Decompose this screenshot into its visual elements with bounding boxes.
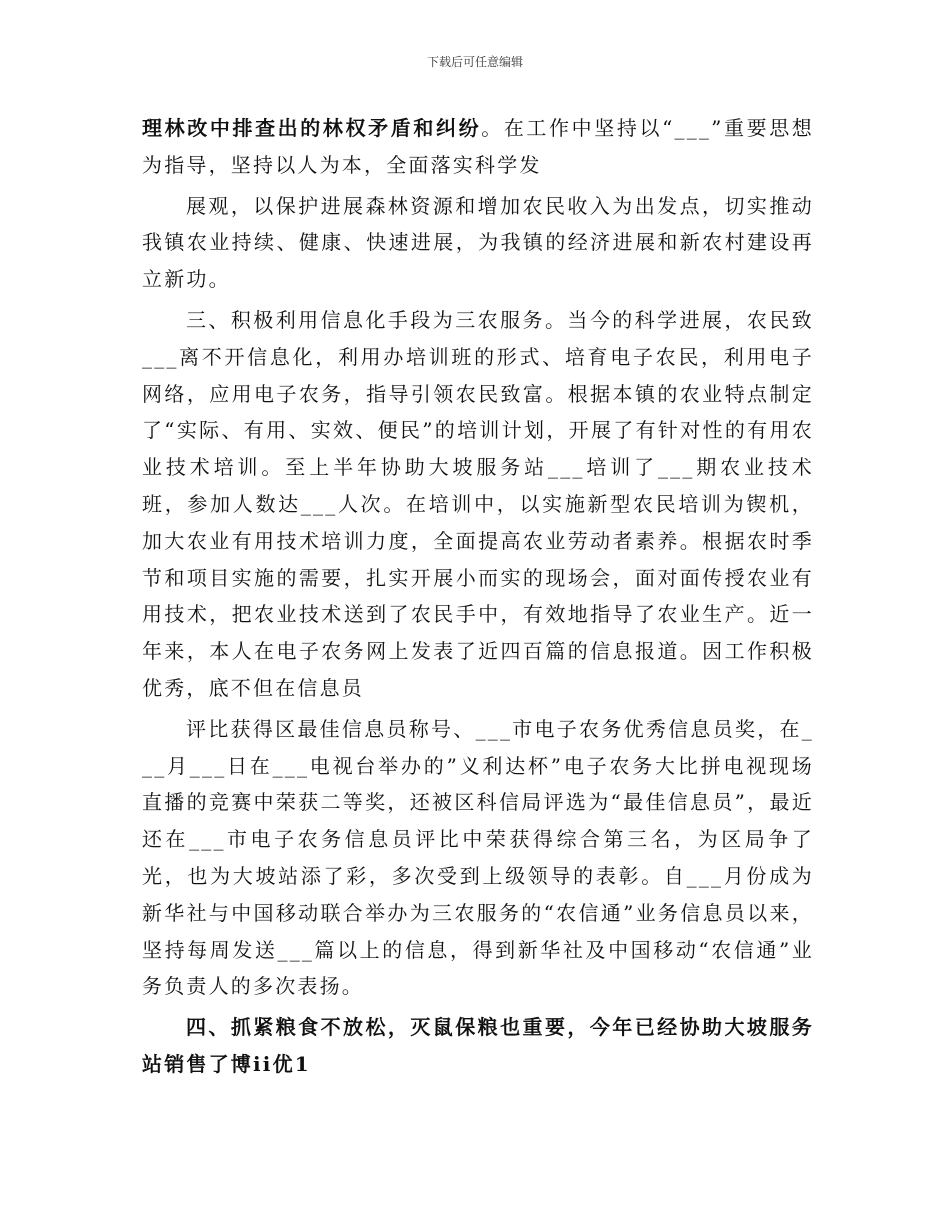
- paragraph-4: 评比获得区最佳信息员称号、___市电子农务优秀信息员奖，在___月___日在___电视台举办的”义利达杯”电子农务大比拼电视现场直播的竞赛中荣获二等奖，还被区科信局评选为“最佳信息员”，最近还在___市电子农务信息员评比中荣获得综合第三名，为区局争了光，也为大坡站添了彩，多次受到上级领导的表彰。自___月份成为新华社与中国移动联合举办为三农服务的“农信通”业务信息员以来，坚持每周发送___篇以上的信息，得到新华社及中国移动“农信通”业务负责人的多次表扬。: [142, 716, 814, 999]
- paragraph-1-text: 。在工作中坚持以“___”重要思想为指导，坚持以人为本，全面落实科学发: [142, 116, 815, 177]
- paragraph-1: [142, 110, 814, 184]
- page-header: 下载后可任意编辑: [426, 55, 523, 69]
- paragraph-2: 展观，以保护进展森林资源和增加农民收入为出发点，切实推动我镇农业持续、健康、快速进展，为我镇的经济进展和新农村建设再立新功。: [142, 193, 814, 292]
- document-body: [142, 110, 814, 1087]
- paragraph-1-bold-lead: 理林改中排查出的林权矛盾和纠纷: [142, 116, 482, 140]
- paragraph-3: 三、积极利用信息化手段为三农服务。当今的科学进展，农民致___离不开信息化，利用办培训班的形式、培育电子农民，利用电子网络，应用电子农务，指导引领农民致富。根据本镇的农业特点制定了“实际、有用、实效、便民”的培训计划，开展了有针对性的有用农业技术培训。至上半年协助大坡服务站___培训了___期农业技术班，参加人数达___人次。在培训中，以实施新型农民培训为锲机，加大农业有用技术培训力度，全面提高农业劳动者素养。根据农时季节和项目实施的需要，扎实开展小而实的现场会，面对面传授农业有用技术，把农业技术送到了农民手中，有效地指导了农业生产。近一年来，本人在电子农务网上发表了近四百篇的信息报道。因工作积极优秀，底不但在信息员: [142, 307, 814, 700]
- paragraph-5: 四、抓紧粮食不放松，灭鼠保粮也重要，今年已经协助大坡服务站销售了博ii优1: [142, 1015, 814, 1076]
